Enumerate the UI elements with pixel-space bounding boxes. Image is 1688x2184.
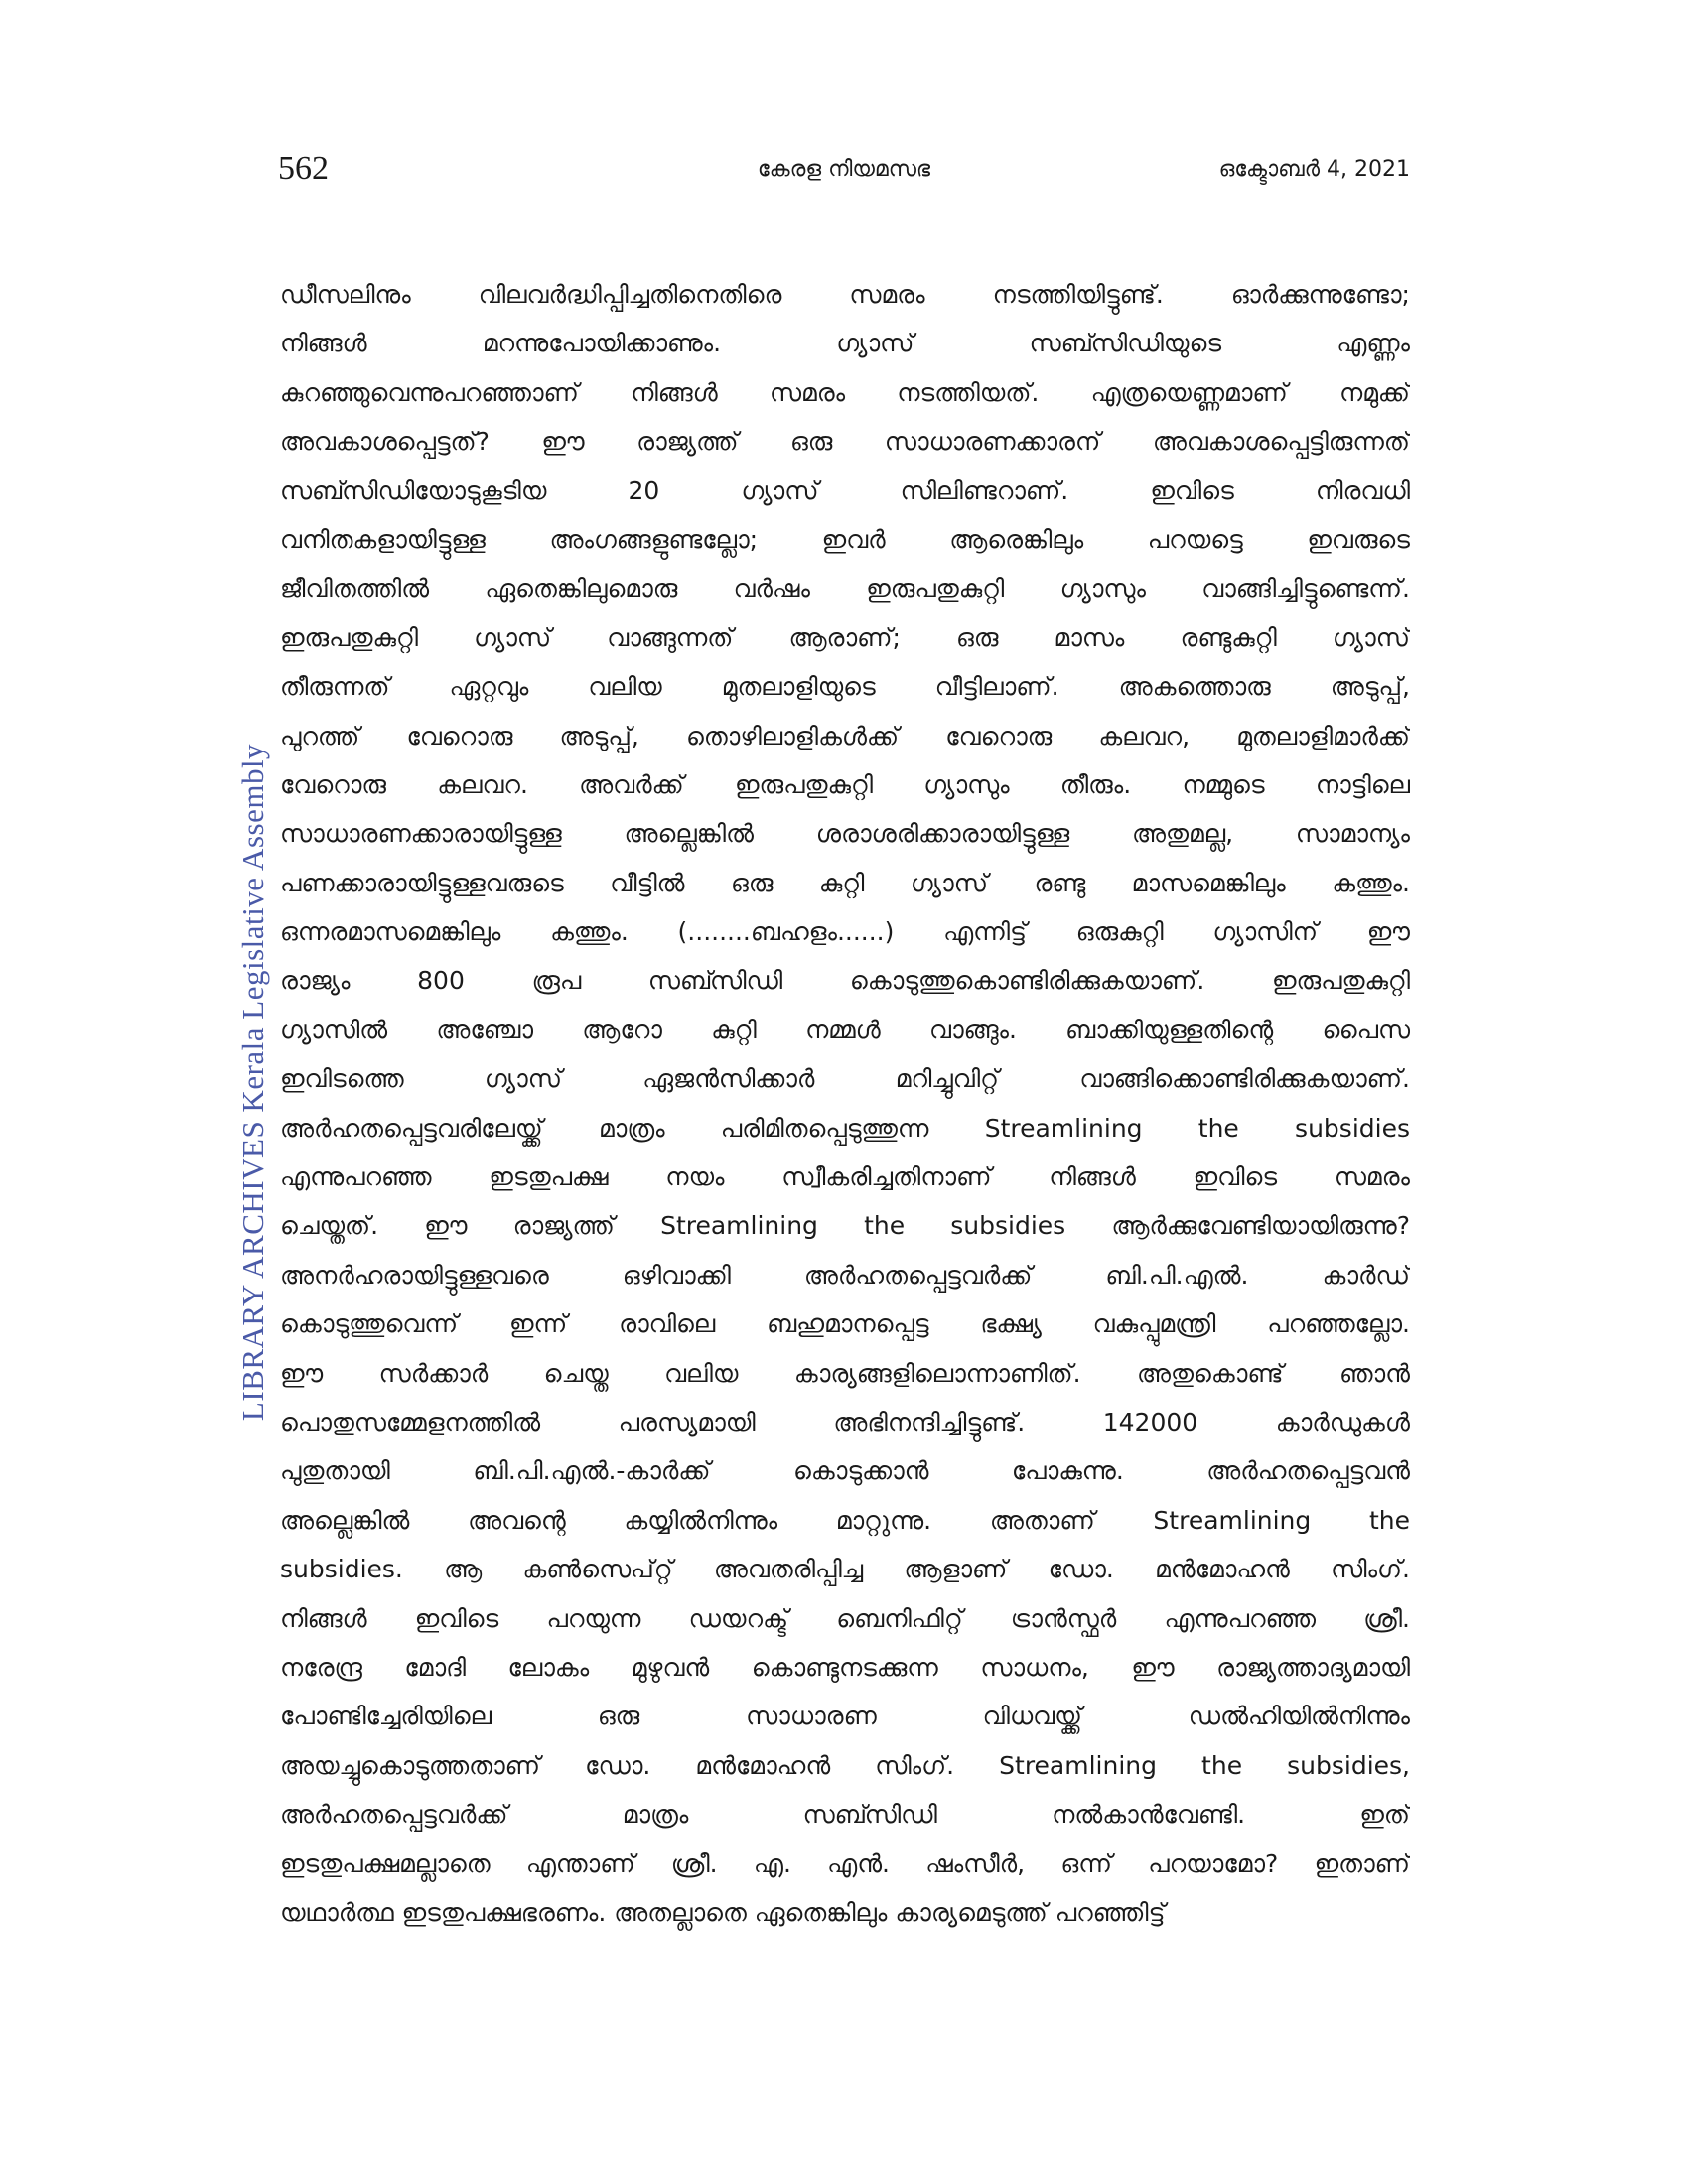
text-line: പൊതുസമ്മേളനത്തിൽ പരസ്യമായി അഭിനന്ദിച്ചിട്ടുണ്ട്. 142000 കാർഡുകൾ [280, 1407, 1410, 1436]
text-line: സാധാരണക്കാരായിട്ടുള്ള അല്ലെങ്കിൽ ശരാശരിക്കാരായിട്ടുള്ള അതുമല്ല, സാമാന്യം [280, 819, 1410, 849]
text-line: ചെയ്തത്. ഈ രാജ്യത്ത് Streamlining the subsidies ആർക്കുവേണ്ടിയായിരുന്നു? [280, 1211, 1410, 1241]
text-line: അവകാശപ്പെട്ടത്? ഈ രാജ്യത്ത് ഒരു സാധാരണക്കാരന് അവകാശപ്പെട്ടിരുന്നത് [280, 427, 1410, 457]
text-line: അർഹതപ്പെട്ടവർക്ക് മാത്രം സബ്സിഡി നൽകാൻവേണ്ടി. ഇത് [280, 1800, 1410, 1830]
text-line: വനിതകളായിട്ടുള്ള അംഗങ്ങളുണ്ടല്ലോ; ഇവർ ആരെങ്കിലും പറയട്ടെ ഇവരുടെ [280, 524, 1410, 554]
text-line: ഗ്യാസിൽ അഞ്ചോ ആറോ കുറ്റി നമ്മൾ വാങ്ങും. ബാക്കിയുള്ളതിന്റെ പൈസ [280, 1015, 1410, 1044]
text-line: subsidies. ആ കൺസെപ്റ്റ് അവതരിപ്പിച്ച ആളാണ് ഡോ. മൻമോഹൻ സിംഗ്. [280, 1555, 1410, 1584]
text-line: കുറഞ്ഞുവെന്നുപറഞ്ഞാണ് നിങ്ങൾ സമരം നടത്തിയത്. എത്രയെണ്ണമാണ് നമുക്ക് [280, 377, 1410, 407]
page-number: 562 [278, 150, 329, 187]
text-line: ജീവിതത്തിൽ ഏതെങ്കിലുമൊരു വർഷം ഇരുപതുകുറ്റി ഗ്യാസും വാങ്ങിച്ചിട്ടുണ്ടെന്ന്. [280, 574, 1410, 604]
text-line: വേറൊരു കലവറ. അവർക്ക് ഇരുപതുകുറ്റി ഗ്യാസും തീരും. നമ്മുടെ നാട്ടിലെ [280, 769, 1410, 799]
archive-watermark: LIBRARY ARCHIVES Kerala Legislative Assembly [235, 743, 270, 1422]
text-line: നിങ്ങൾ മറന്നുപോയിക്കാണും. ഗ്യാസ് സബ്സിഡിയുടെ എണ്ണം [280, 329, 1410, 358]
text-line: അയച്ചുകൊടുത്തതാണ് ഡോ. മൻമോഹൻ സിംഗ്. Streamlining the subsidies, [280, 1750, 1410, 1780]
text-line: നിങ്ങൾ ഇവിടെ പറയുന്ന ഡയറക്ട് ബെനിഫിറ്റ് ട്രാൻസ്ഫർ എന്നുപറഞ്ഞ ശ്രീ. [280, 1603, 1410, 1633]
text-line: നരേന്ദ്ര മോദി ലോകം മുഴുവൻ കൊണ്ടുനടക്കുന്ന സാധനം, ഈ രാജ്യത്താദ്യമായി [280, 1652, 1410, 1682]
text-line: എന്നുപറഞ്ഞ ഇടതുപക്ഷ നയം സ്വീകരിച്ചതിനാണ് നിങ്ങൾ ഇവിടെ സമരം [280, 1162, 1410, 1192]
text-line: കൊടുത്തുവെന്ന് ഇന്ന് രാവിലെ ബഹുമാനപ്പെട്ട ഭക്ഷ്യ വകുപ്പുമന്ത്രി പറഞ്ഞല്ലോ. [280, 1309, 1410, 1339]
text-line: ഇരുപതുകുറ്റി ഗ്യാസ് വാങ്ങുന്നത് ആരാണ്; ഒരു മാസം രണ്ടുകുറ്റി ഗ്യാസ് [280, 622, 1410, 652]
text-line: ഇവിടത്തെ ഗ്യാസ് ഏജൻസിക്കാർ മറിച്ചുവിറ്റ് വാങ്ങിക്കൊണ്ടിരിക്കുകയാണ്. [280, 1064, 1410, 1094]
text-line: പുതുതായി ബി.പി.എൽ.-കാർക്ക് കൊടുക്കാൻ പോകുന്നു. അർഹതപ്പെട്ടവൻ [280, 1456, 1410, 1486]
text-line: ഈ സർക്കാർ ചെയ്ത വലിയ കാര്യങ്ങളിലൊന്നാണിത്. അതുകൊണ്ട് ഞാൻ [280, 1358, 1410, 1388]
text-line: രാജ്യം 800 രൂപ സബ്സിഡി കൊടുത്തുകൊണ്ടിരിക്കുകയാണ്. ഇരുപതുകുറ്റി [280, 966, 1410, 996]
text-line: അനർഹരായിട്ടുള്ളവരെ ഒഴിവാക്കി അർഹതപ്പെട്ടവർക്ക് ബി.പി.എൽ. കാർഡ് [280, 1260, 1410, 1290]
text-line: പണക്കാരായിട്ടുള്ളവരുടെ വീട്ടിൽ ഒരു കുറ്റി ഗ്യാസ് രണ്ടു മാസമെങ്കിലും കത്തും. [280, 868, 1410, 897]
text-line: തീരുന്നത് ഏറ്റവും വലിയ മുതലാളിയുടെ വീട്ടിലാണ്. അകത്തൊരു അടുപ്പ്, [280, 672, 1410, 702]
text-line: സബ്സിഡിയോടുകൂടിയ 20 ഗ്യാസ് സിലിണ്ടറാണ്. ഇവിടെ നിരവധി [280, 476, 1410, 505]
running-title: കേരള നിയമസഭ [757, 157, 931, 182]
header-date: ഒക്ടോബർ 4, 2021 [1218, 157, 1410, 182]
text-line: ഡീസലിനും വിലവർദ്ധിപ്പിച്ചതിനെതിരെ സമരം നടത്തിയിട്ടുണ്ട്. ഓർക്കുന്നുണ്ടോ; [280, 280, 1410, 309]
text-line: പുറത്ത് വേറൊരു അടുപ്പ്, തൊഴിലാളികൾക്ക് വേറൊരു കലവറ, മുതലാളിമാർക്ക് [280, 721, 1410, 751]
text-line: പോണ്ടിച്ചേരിയിലെ ഒരു സാധാരണ വിധവയ്ക്ക് ഡൽഹിയിൽനിന്നും [280, 1702, 1410, 1731]
text-line: യഥാർത്ഥ ഇടതുപക്ഷഭരണം. അതല്ലാതെ ഏതെങ്കിലും കാര്യമെടുത്ത് പറഞ്ഞിട്ട് [280, 1897, 1166, 1927]
body-text [280, 270, 1410, 1937]
text-line: അർഹതപ്പെട്ടവരിലേയ്ക്ക് മാത്രം പരിമിതപ്പെടുത്തുന്ന Streamlining the subsidies [280, 1113, 1410, 1143]
page-header [278, 149, 1410, 189]
text-line: ഇടതുപക്ഷമല്ലാതെ എന്താണ് ശ്രീ. എ. എൻ. ഷംസീർ, ഒന്ന് പറയാമോ? ഇതാണ് [280, 1848, 1410, 1878]
text-line: അല്ലെങ്കിൽ അവന്റെ കയ്യിൽനിന്നും മാറ്റുന്നു. അതാണ് Streamlining the [280, 1505, 1410, 1535]
text-line: ഒന്നരമാസമെങ്കിലും കത്തും. (........ബഹളം......) എന്നിട്ട് ഒരുകുറ്റി ഗ്യാസിന് ഈ [280, 917, 1410, 947]
